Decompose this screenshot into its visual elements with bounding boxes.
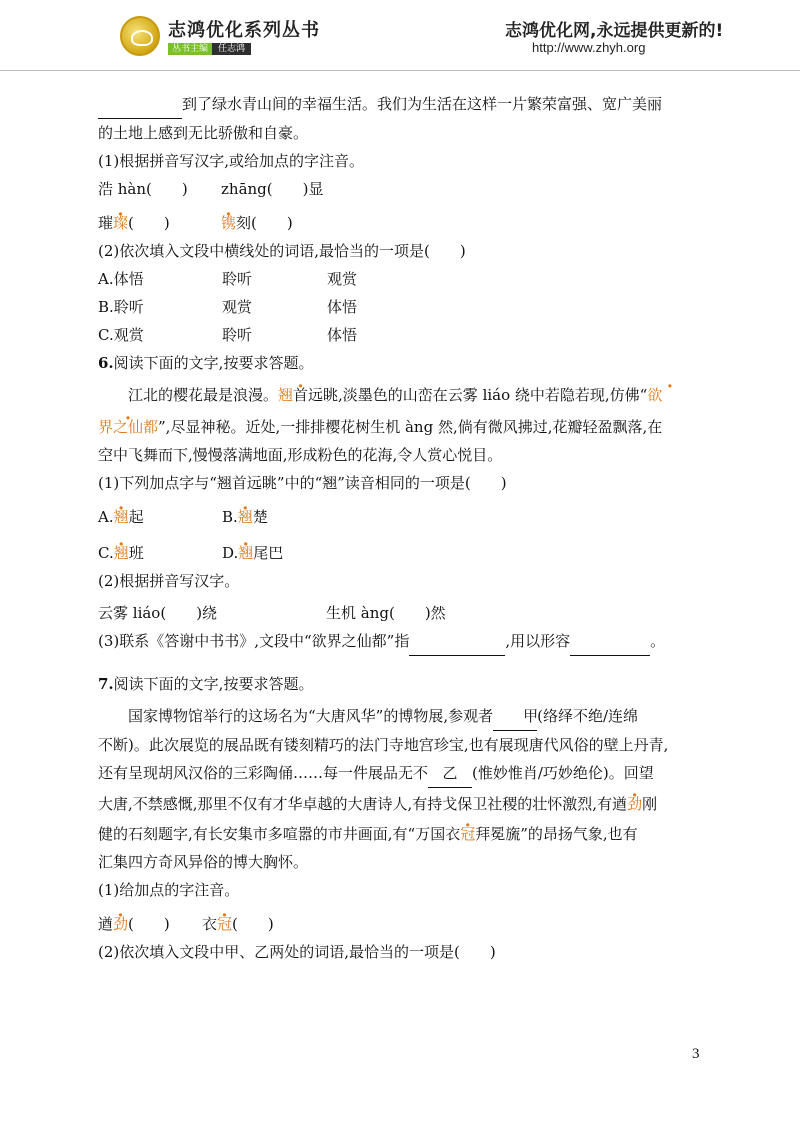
publisher-logo-icon xyxy=(120,16,160,56)
passage-text: 大唐,不禁感慨,那里不仅有才华卓越的大唐诗人,有持戈保卫社稷的壮怀激烈,有遒 xyxy=(98,795,628,813)
passage-text: 国家博物馆举行的这场名为“大唐风华”的博物展,参观者 xyxy=(128,707,494,725)
sub-question-text: (3)联系《答谢中书书》,文段中“欲界之仙都”指 xyxy=(98,632,410,650)
passage-text: 刚 xyxy=(642,795,658,813)
page-header xyxy=(0,0,800,70)
sub-question: (2)根据拼音写汉字。 xyxy=(98,572,240,590)
editor-name: 任志鸿 xyxy=(212,43,251,55)
option-word: 起 xyxy=(128,508,144,526)
dotted-char: 翘 xyxy=(113,508,129,526)
question-stem: 阅读下面的文字,按要求答题。 xyxy=(113,675,314,693)
passage-line xyxy=(98,820,698,848)
sub-question: (2)依次填入文段中横线处的词语,最恰当的一项是( ) xyxy=(98,242,466,260)
answer-blank[interactable]: 甲 xyxy=(493,702,537,731)
option-row[interactable] xyxy=(98,321,698,349)
option-label: A. xyxy=(98,508,114,526)
header-divider xyxy=(0,70,800,71)
page-number: 3 xyxy=(692,1046,700,1062)
option-word: 体悟 xyxy=(327,326,358,344)
dotted-char: 镌 xyxy=(221,214,237,232)
dotted-char: 翘 xyxy=(238,544,254,562)
passage-line: 汇集四方奇风异俗的博大胸怀。 xyxy=(98,853,309,871)
annotate-item xyxy=(221,214,293,232)
option-label: C.观赏 xyxy=(98,326,144,344)
char: 衣 xyxy=(202,915,218,933)
passage-line xyxy=(98,90,698,119)
sub-question: (1)下列加点字与“翘首远眺”中的“翘”读音相同的一项是( ) xyxy=(98,474,507,492)
dotted-char: 欲 xyxy=(647,386,663,404)
answer-paren[interactable]: 刻( ) xyxy=(236,214,293,232)
option-word: 聆听 xyxy=(222,270,253,288)
question-stem: 阅读下面的文字,按要求答题。 xyxy=(113,354,314,372)
dotted-char: 劲 xyxy=(113,915,129,933)
site-url[interactable]: http://www.zhyh.org xyxy=(532,40,646,55)
pinyin-row xyxy=(98,175,698,203)
option-label: C. xyxy=(98,544,114,562)
page-content xyxy=(98,90,698,966)
option-word: 班 xyxy=(128,544,144,562)
passage-text: 到了绿水青山间的幸福生活。我们为生活在这样一片繁荣富强、宽广美丽 xyxy=(182,95,663,113)
option-row[interactable] xyxy=(98,539,698,567)
editor-label: 丛书主编 xyxy=(168,43,212,55)
sub-question xyxy=(98,627,698,656)
series-title: 志鸿优化系列丛书 xyxy=(168,20,320,41)
sub-question: (1)根据拼音写汉字,或给加点的字注音。 xyxy=(98,152,365,170)
answer-paren[interactable]: ( ) xyxy=(128,915,170,933)
dotted-phrase: 界之仙都 xyxy=(98,418,159,436)
option-label: A.体悟 xyxy=(98,270,144,288)
answer-paren[interactable]: ( ) xyxy=(232,915,274,933)
sub-question: (2)依次填入文段中甲、乙两处的词语,最恰当的一项是( ) xyxy=(98,943,496,961)
option-word: 观赏 xyxy=(327,270,358,288)
sub-question: (1)给加点的字注音。 xyxy=(98,881,240,899)
option-row[interactable] xyxy=(98,293,698,321)
dotted-char: 翘 xyxy=(278,386,294,404)
question-number: 7. xyxy=(98,675,114,693)
option-word: 体悟 xyxy=(327,298,358,316)
passage-line xyxy=(98,759,698,788)
option-label: B. xyxy=(222,508,238,526)
pinyin-item: zhāng( ) xyxy=(221,180,309,198)
annotate-row xyxy=(98,910,698,938)
dotted-char: 冠 xyxy=(217,915,233,933)
passage-line: 不断)。此次展览的展品既有镂刻精巧的法门寺地宫珍宝,也有展现唐代风俗的壁上丹青, xyxy=(98,736,669,754)
dotted-char: 劲 xyxy=(627,795,643,813)
passage-line: 空中飞舞而下,慢慢落满地面,形成粉色的花海,令人赏心悦目。 xyxy=(98,446,503,464)
char: 遒 xyxy=(98,915,114,933)
dotted-char: 冠 xyxy=(460,825,476,843)
pinyin-item[interactable]: 生机 àng( )然 xyxy=(326,604,446,622)
passage-line xyxy=(98,790,698,818)
passage-text: 健的石刻题字,有长安集市多喧嚣的市井画面,有“万国衣 xyxy=(98,825,461,843)
option-word: 观赏 xyxy=(222,298,253,316)
char: 璀 xyxy=(98,214,114,232)
dotted-char: 璨 xyxy=(113,214,129,232)
dotted-char: 翘 xyxy=(237,508,253,526)
option-word: 楚 xyxy=(252,508,268,526)
spacer xyxy=(98,656,698,670)
passage-text: 江北的樱花最是浪漫。 xyxy=(128,386,279,404)
pinyin-item[interactable]: 云雾 liáo( )绕 xyxy=(98,604,218,622)
answer-blank[interactable] xyxy=(570,627,650,656)
option-label: B.聆听 xyxy=(98,298,144,316)
dotted-char: 翘 xyxy=(113,544,129,562)
annotate-item xyxy=(98,209,221,237)
passage-line xyxy=(98,381,698,409)
site-slogan: 志鸿优化网,永远提供更新的! xyxy=(505,21,724,41)
passage-text: (络绎不绝/连绵 xyxy=(537,707,639,725)
annotate-row xyxy=(98,209,698,237)
option-row[interactable] xyxy=(98,265,698,293)
passage-line: 的土地上感到无比骄傲和自豪。 xyxy=(98,124,309,142)
passage-line xyxy=(98,413,698,441)
option-label: D. xyxy=(222,544,239,562)
pinyin-item-suffix: 显 xyxy=(308,180,324,198)
option-word: 聆听 xyxy=(222,326,253,344)
option-word: 尾巴 xyxy=(253,544,284,562)
pinyin-item: 浩 hàn( ) xyxy=(98,180,188,198)
passage-line xyxy=(98,702,698,731)
question-6-heading xyxy=(98,349,698,377)
answer-paren[interactable]: ( ) xyxy=(128,214,170,232)
passage-text: 拜冕旒”的昂扬气象,也有 xyxy=(475,825,638,843)
passage-text: (惟妙惟肖/巧妙绝伦)。回望 xyxy=(472,764,654,782)
answer-blank[interactable]: 乙 xyxy=(428,759,472,788)
pinyin-row xyxy=(98,599,698,627)
passage-text: 还有呈现胡风汉俗的三彩陶俑……每一件展品无不 xyxy=(98,764,429,782)
question-number: 6. xyxy=(98,354,114,372)
sub-question-text: 。 xyxy=(650,632,666,650)
answer-blank[interactable] xyxy=(409,627,505,656)
answer-blank[interactable] xyxy=(98,90,182,119)
passage-text: 首远眺,淡墨色的山峦在云雾 liáo 绕中若隐若现,仿佛“ xyxy=(293,386,648,404)
sub-question-text: ,用以形容 xyxy=(505,632,571,650)
question-7-heading xyxy=(98,670,698,698)
option-row[interactable] xyxy=(98,503,698,531)
editor-credit xyxy=(168,43,262,55)
passage-text: ”,尽显神秘。近处,一排排樱花树生机 àng 然,倘有微风拂过,花瓣轻盈飘落,在 xyxy=(158,418,663,436)
